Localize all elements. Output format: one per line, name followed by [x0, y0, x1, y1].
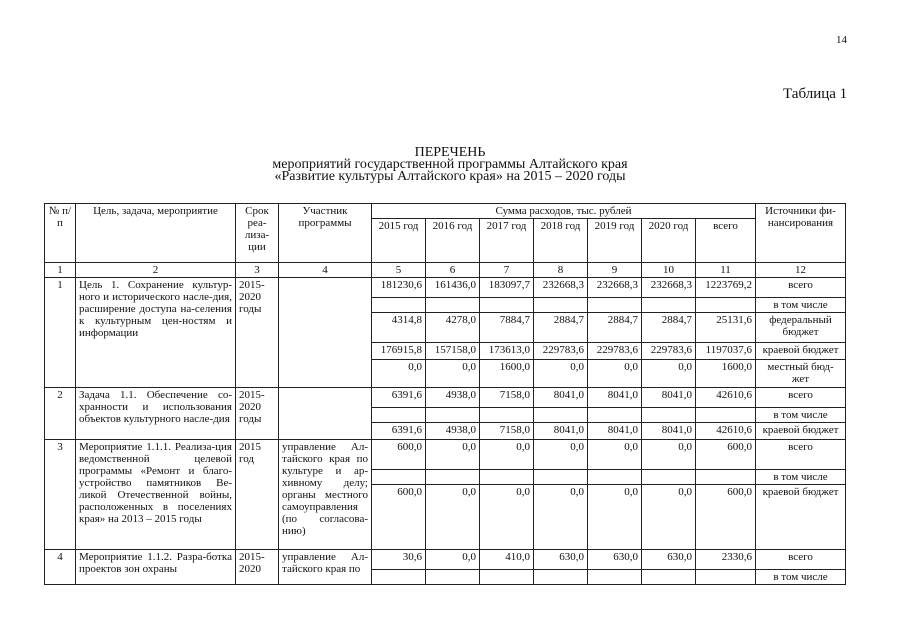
amount-cell: 7884,7: [480, 313, 534, 343]
column-number-row: [45, 263, 846, 278]
amount-cell: 0,0: [426, 485, 480, 550]
amount-cell: 600,0: [372, 485, 426, 550]
document-heading-program: «Развитие культуры Алтайского края» на 2015 – 2020 годы: [274, 169, 626, 184]
header-sum-group: Сумма расходов, тыс. рублей: [372, 204, 756, 219]
funding-source-cell: всего: [756, 388, 846, 408]
amount-cell: 0,0: [480, 485, 534, 550]
amount-cell: 4278,0: [426, 313, 480, 343]
amount-cell: 600,0: [696, 485, 756, 550]
funding-source-cell: местный бюд-жет: [756, 360, 846, 388]
amount-cell: 229783,6: [642, 343, 696, 360]
amount-cell: 0,0: [588, 485, 642, 550]
amount-cell: 0,0: [426, 360, 480, 388]
amount-cell: 232668,3: [534, 278, 588, 298]
amount-cell: [534, 408, 588, 423]
row-description: Мероприятие 1.1.1. Реализа-ция ведомственной целевой программы «Ремонт и благо-устройство памятников Ве-ликой Отечественной войны, расположенных в поселениях края» на 2013 – 2015 годы: [76, 440, 236, 550]
table-row: [45, 388, 846, 408]
col-number: 10: [642, 263, 696, 278]
document-heading-title: ПЕРЕЧЕНЬ: [414, 145, 486, 160]
row-description: Цель 1. Сохранение культур-ного и исторического насле-дия, расширение доступа на-селения к культурным цен-ностям и информации: [76, 278, 236, 388]
header-participant: Участник программы: [279, 204, 372, 263]
amount-cell: 0,0: [642, 360, 696, 388]
col-number: 3: [236, 263, 279, 278]
header-year-2020: 2020 год: [642, 219, 696, 263]
header-year-2015: 2015 год: [372, 219, 426, 263]
amount-cell: [426, 298, 480, 313]
table-header-row: [45, 204, 846, 219]
amount-cell: 8041,0: [642, 423, 696, 440]
funding-source-cell: всего: [756, 278, 846, 298]
col-number: 12: [756, 263, 846, 278]
amount-cell: 0,0: [534, 485, 588, 550]
header-term: Срок реа-лиза-ции: [236, 204, 279, 263]
amount-cell: 630,0: [588, 550, 642, 570]
amount-cell: [642, 408, 696, 423]
amount-cell: [588, 298, 642, 313]
funding-source-cell: федеральный бюджет: [756, 313, 846, 343]
table-row: [45, 278, 846, 298]
table-row: [45, 550, 846, 570]
funding-source-cell: всего: [756, 550, 846, 570]
amount-cell: [480, 470, 534, 485]
row-number: 2: [45, 388, 76, 440]
amount-cell: [696, 570, 756, 585]
amount-cell: 229783,6: [534, 343, 588, 360]
funding-source-cell: краевой бюджет: [756, 423, 846, 440]
amount-cell: 630,0: [642, 550, 696, 570]
header-total: всего: [696, 219, 756, 263]
amount-cell: 7158,0: [480, 423, 534, 440]
amount-cell: [588, 570, 642, 585]
amount-cell: [372, 570, 426, 585]
amount-cell: [480, 408, 534, 423]
amount-cell: 4314,8: [372, 313, 426, 343]
amount-cell: 8041,0: [534, 423, 588, 440]
row-participant: [279, 278, 372, 388]
amount-cell: 8041,0: [588, 423, 642, 440]
funding-source-cell: краевой бюджет: [756, 343, 846, 360]
amount-cell: 1600,0: [480, 360, 534, 388]
amount-cell: [426, 408, 480, 423]
amount-cell: 1600,0: [696, 360, 756, 388]
header-goal: Цель, задача, мероприятие: [76, 204, 236, 263]
amount-cell: 410,0: [480, 550, 534, 570]
col-number: 2: [76, 263, 236, 278]
amount-cell: 2884,7: [534, 313, 588, 343]
amount-cell: 25131,6: [696, 313, 756, 343]
header-sources: Источники фи-нансирования: [756, 204, 846, 263]
amount-cell: 0,0: [642, 485, 696, 550]
col-number: 11: [696, 263, 756, 278]
amount-cell: [372, 470, 426, 485]
amount-cell: 229783,6: [588, 343, 642, 360]
amount-cell: 161436,0: [426, 278, 480, 298]
amount-cell: 232668,3: [588, 278, 642, 298]
amount-cell: 0,0: [588, 440, 642, 470]
amount-cell: [480, 298, 534, 313]
table-row: [45, 440, 846, 470]
measures-table: [44, 203, 846, 585]
row-description: Задача 1.1. Обеспечение со-хранности и использования объектов культурного насле-дия: [76, 388, 236, 440]
amount-cell: [534, 570, 588, 585]
amount-cell: 0,0: [534, 440, 588, 470]
amount-cell: 7158,0: [480, 388, 534, 408]
amount-cell: 0,0: [372, 360, 426, 388]
amount-cell: [642, 470, 696, 485]
amount-cell: [588, 408, 642, 423]
amount-cell: 2884,7: [642, 313, 696, 343]
row-participant: [279, 388, 372, 440]
funding-source-cell: всего: [756, 440, 846, 470]
amount-cell: [696, 408, 756, 423]
row-term: 2015-2020 годы: [236, 388, 279, 440]
row-term: 2015-2020 годы: [236, 278, 279, 388]
amount-cell: [480, 570, 534, 585]
amount-cell: 8041,0: [588, 388, 642, 408]
row-term: 2015-2020: [236, 550, 279, 585]
funding-source-cell: в том числе: [756, 408, 846, 423]
amount-cell: 6391,6: [372, 388, 426, 408]
amount-cell: 0,0: [588, 360, 642, 388]
amount-cell: 2330,6: [696, 550, 756, 570]
row-participant: управление Ал-тайского края по: [279, 550, 372, 585]
table-label: Таблица 1: [783, 86, 848, 102]
row-participant: управление Ал-тайского края по культуре и ар-хивному делу; органы местного самоуправления (по согласова-нию): [279, 440, 372, 550]
document-heading-subtitle: мероприятий государственной программы Алтайского края: [272, 157, 628, 172]
amount-cell: [642, 298, 696, 313]
funding-source-cell: в том числе: [756, 470, 846, 485]
amount-cell: [426, 470, 480, 485]
amount-cell: [426, 570, 480, 585]
col-number: 4: [279, 263, 372, 278]
row-number: 4: [45, 550, 76, 585]
row-number: 3: [45, 440, 76, 550]
amount-cell: 1197037,6: [696, 343, 756, 360]
row-term: 2015 год: [236, 440, 279, 550]
amount-cell: 30,6: [372, 550, 426, 570]
amount-cell: [372, 408, 426, 423]
col-number: 1: [45, 263, 76, 278]
amount-cell: [534, 298, 588, 313]
amount-cell: 173613,0: [480, 343, 534, 360]
amount-cell: 2884,7: [588, 313, 642, 343]
page-number: 14: [836, 34, 847, 46]
amount-cell: 181230,6: [372, 278, 426, 298]
funding-source-cell: в том числе: [756, 298, 846, 313]
row-number: 1: [45, 278, 76, 388]
amount-cell: 0,0: [642, 440, 696, 470]
amount-cell: 4938,0: [426, 423, 480, 440]
amount-cell: 630,0: [534, 550, 588, 570]
amount-cell: [642, 570, 696, 585]
amount-cell: 42610,6: [696, 423, 756, 440]
funding-source-cell: в том числе: [756, 570, 846, 585]
col-number: 6: [426, 263, 480, 278]
amount-cell: [372, 298, 426, 313]
amount-cell: 232668,3: [642, 278, 696, 298]
amount-cell: 8041,0: [642, 388, 696, 408]
amount-cell: [696, 298, 756, 313]
amount-cell: 183097,7: [480, 278, 534, 298]
amount-cell: [588, 470, 642, 485]
header-year-2017: 2017 год: [480, 219, 534, 263]
header-year-2018: 2018 год: [534, 219, 588, 263]
header-num: № п/п: [45, 204, 76, 263]
amount-cell: 600,0: [372, 440, 426, 470]
amount-cell: 0,0: [426, 440, 480, 470]
header-year-2019: 2019 год: [588, 219, 642, 263]
amount-cell: 42610,6: [696, 388, 756, 408]
col-number: 5: [372, 263, 426, 278]
amount-cell: 6391,6: [372, 423, 426, 440]
header-year-2016: 2016 год: [426, 219, 480, 263]
amount-cell: 0,0: [480, 440, 534, 470]
funding-source-cell: краевой бюджет: [756, 485, 846, 550]
amount-cell: [696, 470, 756, 485]
amount-cell: 176915,8: [372, 343, 426, 360]
col-number: 8: [534, 263, 588, 278]
amount-cell: 0,0: [534, 360, 588, 388]
amount-cell: 0,0: [426, 550, 480, 570]
amount-cell: 157158,0: [426, 343, 480, 360]
amount-cell: 600,0: [696, 440, 756, 470]
amount-cell: 1223769,2: [696, 278, 756, 298]
amount-cell: 4938,0: [426, 388, 480, 408]
amount-cell: 8041,0: [534, 388, 588, 408]
row-description: Мероприятие 1.1.2. Разра-ботка проектов зон охраны: [76, 550, 236, 585]
col-number: 7: [480, 263, 534, 278]
col-number: 9: [588, 263, 642, 278]
amount-cell: [534, 470, 588, 485]
